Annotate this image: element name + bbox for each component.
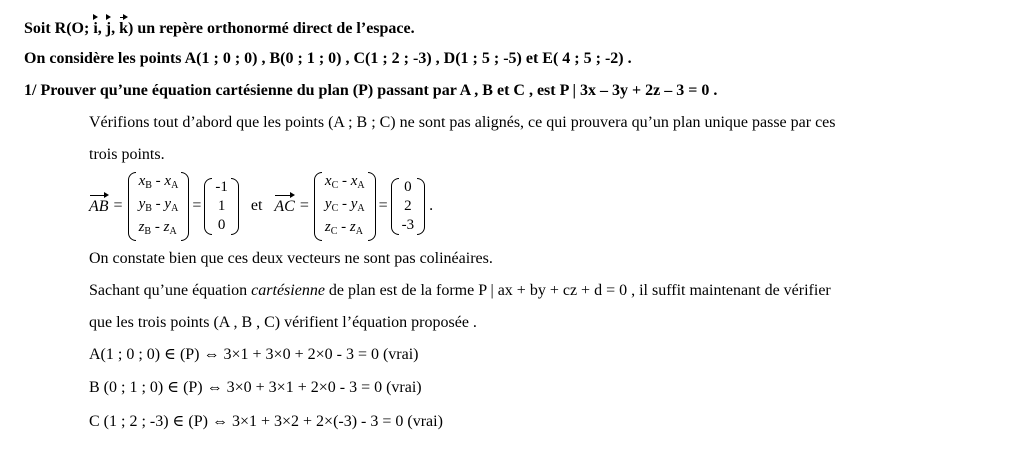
ab-values-matrix (204, 178, 239, 235)
header-line-2: On considère les points A(1 ; 0 ; 0) , B(0 ; 1 ; 0) , C(1 ; 2 ; -3) , D(1 ; 5 ; -5) et E( 4 ; 5 ; -2) . (24, 50, 632, 67)
equals-sign: = (299, 197, 309, 214)
formula-sub: A (171, 202, 179, 214)
end-dot: . (429, 197, 434, 214)
formula-var: x (350, 172, 358, 189)
vector-ac-name (274, 195, 294, 217)
formula-minus: - (338, 195, 351, 212)
matrix-formula-entry (139, 172, 179, 195)
matrix-formula-entry (325, 195, 365, 218)
cartesian-word: cartésienne (251, 282, 325, 299)
check-point-b: B (0 ; 1 ; 0) ∈ (P) ⇔ 3×0 + 3×1 + 2×0 - 3 = 0 (vrai) (89, 379, 422, 396)
equals-sign: = (113, 197, 123, 214)
ab-formula-matrix (128, 172, 190, 241)
ab-values-column (212, 178, 231, 235)
paren-right (417, 178, 425, 235)
cartesian-statement (89, 281, 831, 301)
formula-sub: A (171, 179, 179, 191)
matrix-value-entry: 1 (217, 197, 226, 214)
matrix-value-entry: 0 (217, 216, 226, 233)
header-line-1: Soit R(O; i, j, k) un repère orthonormé direct de l’espace. (24, 17, 415, 39)
matrix-formula-entry (325, 172, 365, 195)
paren-left (391, 178, 399, 235)
formula-minus: - (151, 172, 165, 189)
matrix-formula-entry (325, 218, 365, 241)
matrix-formula-entry (139, 218, 179, 241)
ac-values-column (399, 178, 418, 235)
formula-sub: A (169, 225, 177, 237)
formula-sub: B (145, 202, 152, 214)
header-line-1-prefix: Soit R(O; (24, 20, 94, 37)
paren-left (204, 178, 212, 235)
matrix-formula-entry (139, 195, 179, 218)
colinear-statement: On constate bien que ces deux vecteurs ne sont pas colinéaires. (89, 250, 493, 267)
matrix-value-entry: 0 (404, 178, 412, 195)
formula-sub: B (144, 225, 152, 237)
formula-var: x (138, 172, 146, 189)
equals-sign: = (378, 197, 388, 214)
vector-k-label: k (119, 20, 129, 37)
formula-sub: C (331, 179, 339, 191)
formula-var: x (324, 172, 332, 189)
vector-ab-label: AB (89, 198, 109, 215)
formula-var: z (138, 218, 145, 235)
matrix-value-entry: -1 (215, 178, 228, 195)
formula-var: z (324, 218, 331, 235)
formula-var: x (164, 172, 172, 189)
formula-sub: A (357, 202, 365, 214)
question-1: 1/ Prouver qu’une équation cartésienne du plan (P) passant par A , B et C , est P | 3x – 3y + 2z – 3 = 0 . (24, 82, 718, 99)
header-line-1-suffix: ) un repère orthonormé direct de l’espace. (128, 20, 415, 37)
formula-sub: C (331, 202, 339, 214)
formula-sub: B (145, 179, 152, 191)
matrix-value-entry: 2 (404, 197, 412, 214)
formula-var: y (350, 195, 358, 212)
check-point-c: C (1 ; 2 ; -3) ∈ (P) ⇔ 3×1 + 3×2 + 2×(-3) - 3 = 0 (vrai) (89, 413, 443, 430)
paren-left (314, 172, 322, 241)
vector-j-label: j (105, 20, 112, 37)
formula-minus: - (151, 218, 164, 235)
vector-i (93, 17, 97, 39)
ac-values-matrix (391, 178, 426, 235)
ab-formula-column (136, 172, 182, 241)
and-word: et (250, 197, 263, 214)
vector-k (119, 17, 128, 39)
formula-minus: - (338, 172, 351, 189)
vector-equations (89, 172, 433, 240)
formula-var: z (163, 218, 170, 235)
formula-sub: C (330, 225, 338, 237)
matrix-value-entry: -3 (401, 216, 415, 233)
formula-sub: A (355, 225, 363, 237)
ac-formula-matrix (314, 172, 376, 241)
check-point-a: A(1 ; 0 ; 0) ∈ (P) ⇔ 3×1 + 3×0 + 2×0 - 3 = 0 (vrai) (89, 346, 419, 363)
formula-var: y (164, 195, 172, 212)
vector-ab-name (89, 195, 109, 217)
formula-var: y (138, 195, 146, 212)
paren-right (181, 172, 189, 241)
paren-right (368, 172, 376, 241)
formula-var: z (349, 218, 356, 235)
paren-left (128, 172, 136, 241)
paren-right (231, 178, 239, 235)
formula-minus: - (337, 218, 350, 235)
cartesian-statement-end: de plan est de la forme P | ax + by + cz + d = 0 , il suffit maintenant de vérifier (324, 282, 831, 299)
formula-var: y (324, 195, 332, 212)
ac-formula-column (322, 172, 368, 241)
paragraph-1-line-2: trois points. (89, 146, 165, 163)
formula-sub: A (357, 179, 365, 191)
cartesian-statement-start: Sachant qu’une équation (89, 282, 252, 299)
formula-minus: - (151, 195, 165, 212)
vector-j (106, 17, 111, 39)
vector-ac-label: AC (274, 198, 295, 215)
vector-i-label: i (93, 20, 98, 37)
verify-statement: que les trois points (A , B , C) vérifient l’équation proposée . (89, 314, 477, 331)
paragraph-1-line-1: Vérifions tout d’abord que les points (A ; B ; C) ne sont pas alignés, ce qui prouvera qu’un plan unique passe par ces (89, 114, 836, 131)
equals-sign: = (192, 197, 202, 214)
